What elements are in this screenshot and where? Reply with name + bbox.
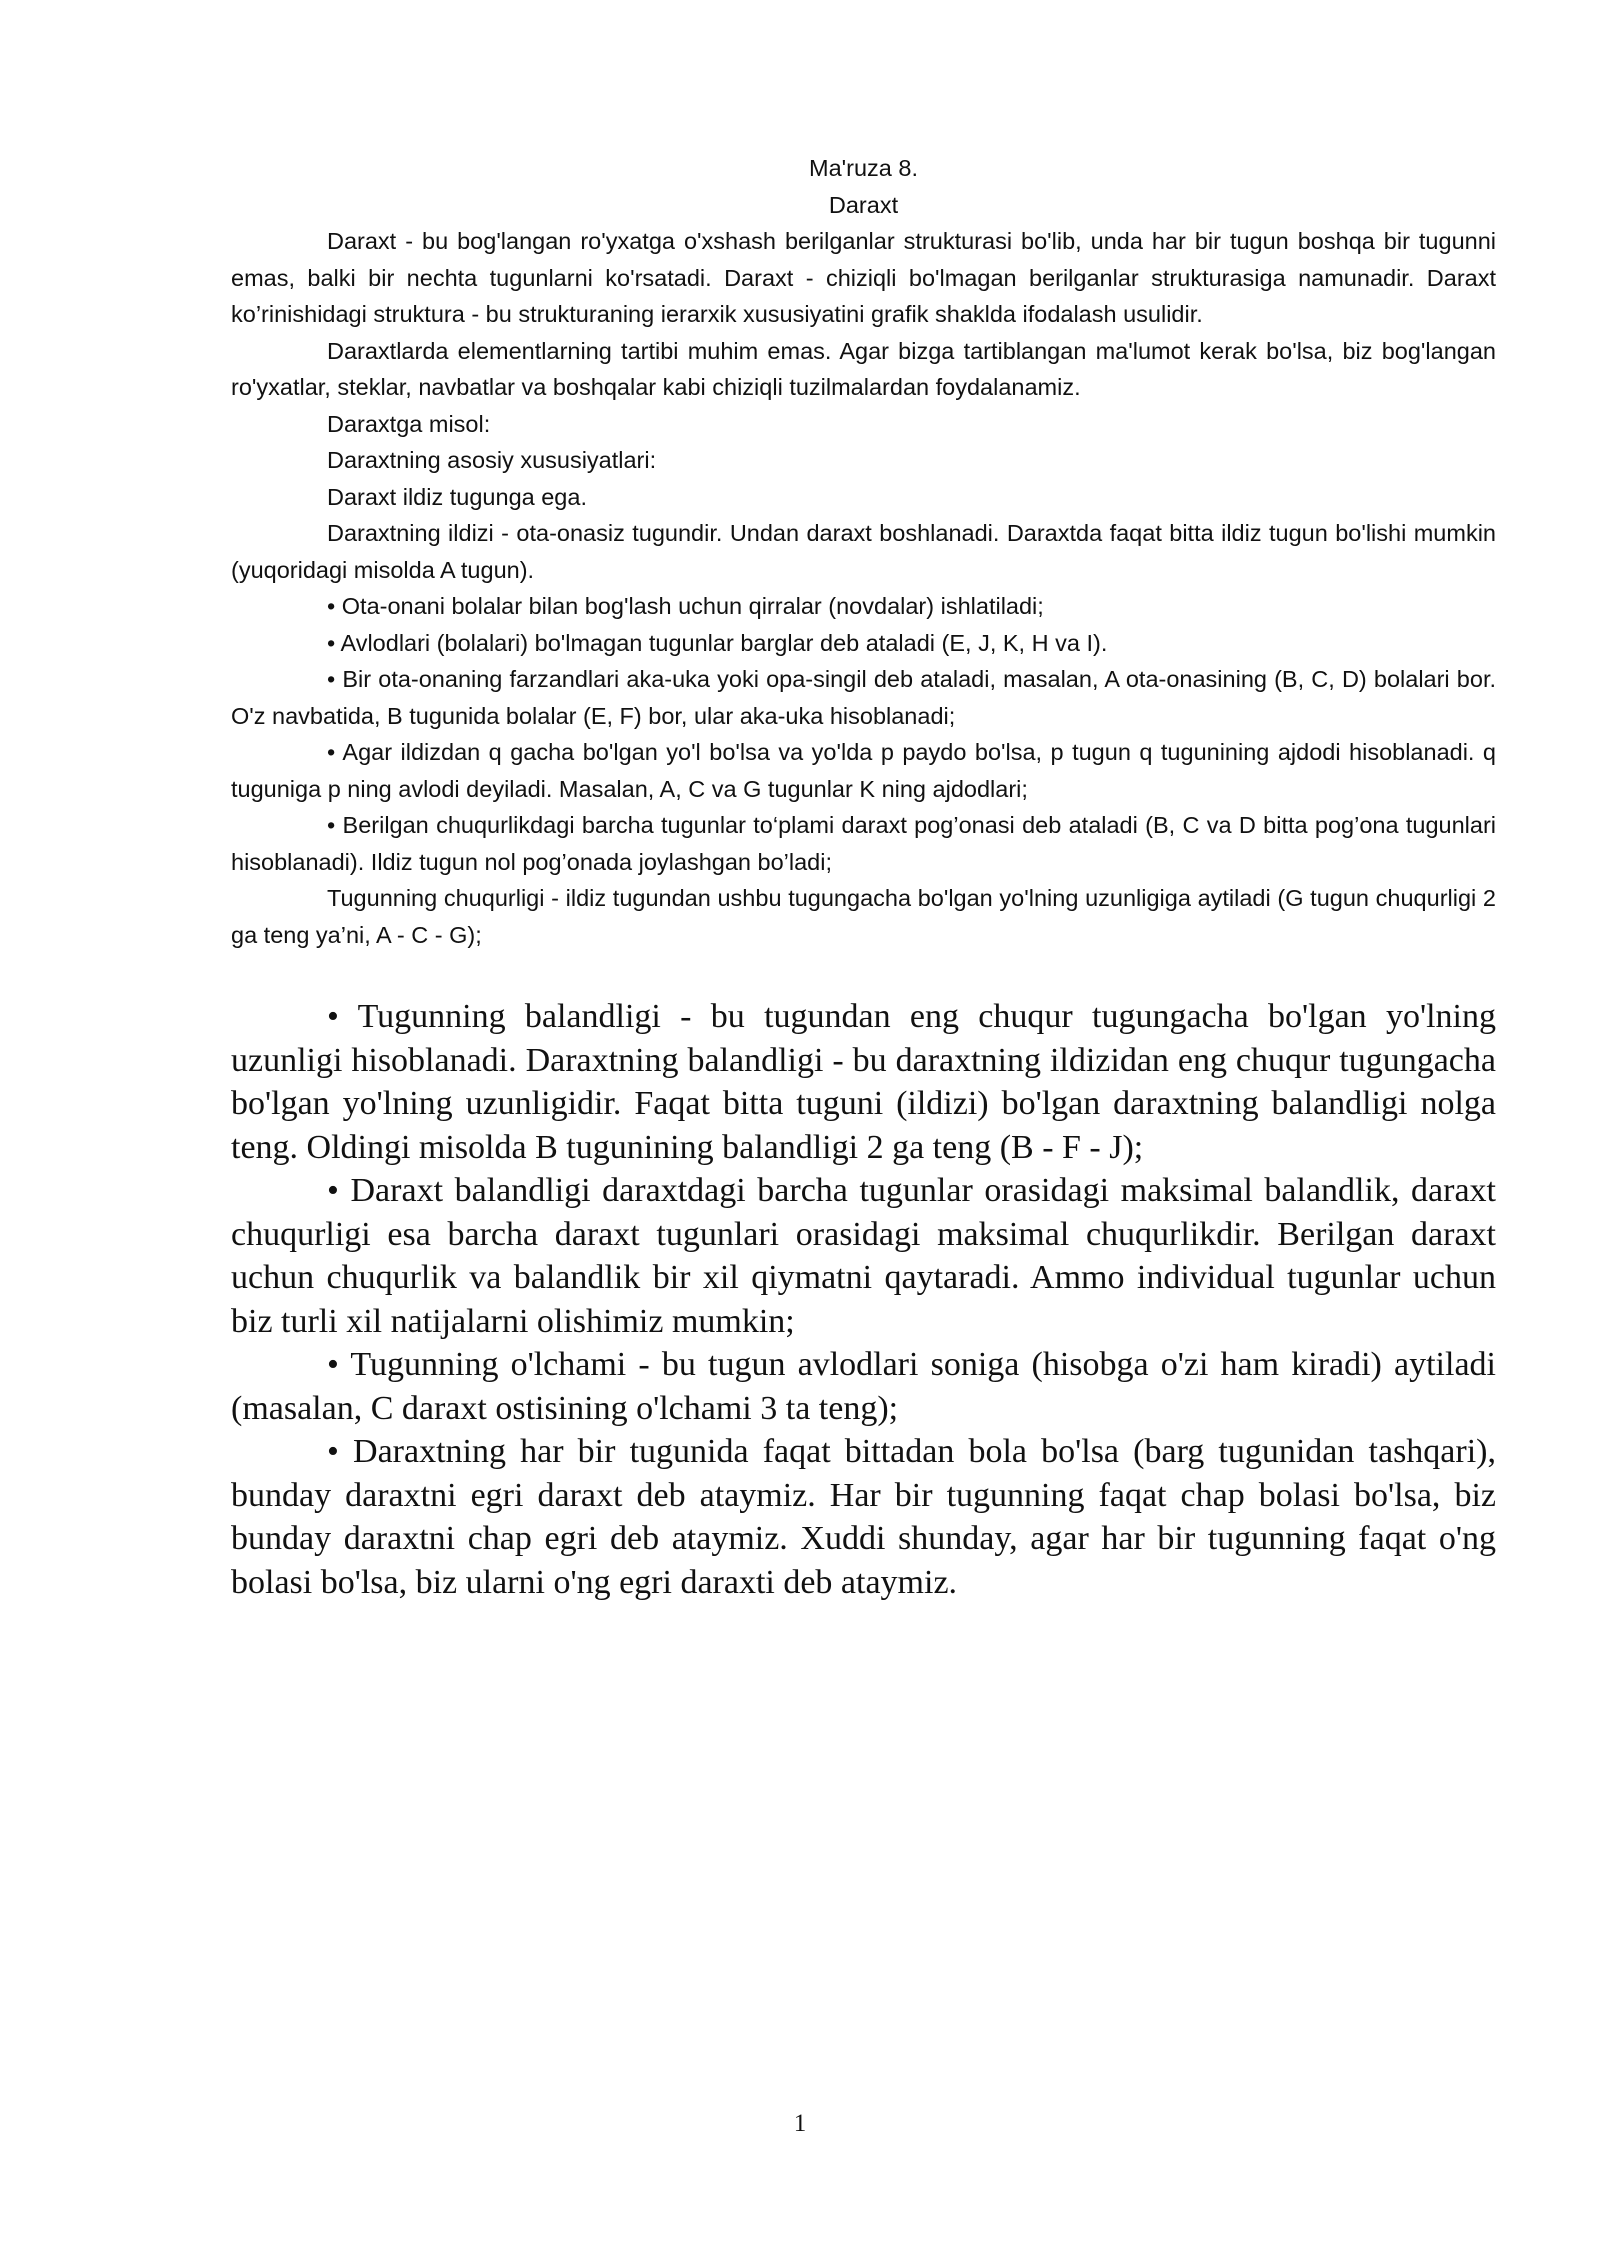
- paragraph-definition: Daraxt - bu bog'langan ro'yxatga o'xshash berilganlar strukturasi bo'lib, unda har bir tugun boshqa bir tugunni emas, balki bir nechta tugunlarni ko'rsatadi. Daraxt - chiziqli bo'lmagan berilganlar strukturasiga namunadir. Daraxt ko’rinishidagi struktura - bu strukturaning ierarxik xususiyatini grafik shaklda ifodalash usulidir.: [231, 228, 1496, 327]
- lecture-number: Ma'ruza 8.: [809, 155, 918, 181]
- page-content: [231, 150, 1496, 1604]
- page-title: Daraxt: [828, 191, 899, 218]
- paragraph-example: Daraxtga misol:: [327, 410, 491, 437]
- bullet-node-size: • Tugunning o'lchami - bu tugun avlodlari soniga (hisobga o'zi ham kiradi) aytiladi (masalan, C daraxt ostisining o'lchami 3 ta teng);: [231, 1346, 1496, 1427]
- paragraph-root-definition: Daraxtning ildizi - ota-onasiz tugundir. Undan daraxt boshlanadi. Daraxtda faqat bitta ildiz tugun bo'lishi mumkin (yuqoridagi misolda A tugun).: [231, 520, 1496, 583]
- page-number: 1: [793, 2110, 807, 2137]
- bullet-skew-tree: • Daraxtning har bir tugunida faqat bittadan bola bo'lsa (barg tugunidan tashqari), bunday daraxtni egri daraxt deb ataymiz. Har bir tugunning faqat chap bolasi bo'lsa, biz bunday daraxtni chap egri deb ataymiz. Xuddi shunday, agar har bir tugunning faqat o'ng bolasi bo'lsa, biz ularni o'ng egri daraxti deb ataymiz.: [231, 1433, 1496, 1601]
- paragraph-order: Daraxtlarda elementlarning tartibi muhim emas. Agar bizga tartiblangan ma'lumot kerak bo'lsa, biz bog'langan ro'yxatlar, steklar, navbatlar va boshqalar kabi chiziqli tuzilmalardan foydalanamiz.: [231, 337, 1496, 400]
- section-spacer: [231, 953, 1496, 995]
- bullet-ancestors: • Agar ildizdan q gacha bo'lgan yo'l bo'lsa va yo'lda p paydo bo'lsa, p tugun q tugunining ajdodi hisoblanadi. q tuguniga p ning avlodi deyiladi. Masalan, A, C va G tugunlar K ning ajdodlari;: [231, 739, 1496, 802]
- bullet-leaves: • Avlodlari (bolalari) bo'lmagan tugunlar barglar deb ataladi (E, J, K, H va I).: [327, 629, 1108, 656]
- paragraph-properties-heading: Daraxtning asosiy xususiyatlari:: [327, 447, 657, 473]
- bullet-siblings: • Bir ota-onaning farzandlari aka-uka yoki opa-singil deb ataladi, masalan, A ota-onasining (B, C, D) bolalari bor. O'z navbatida, B tugunida bolalar (E, F) bor, ular aka-uka hisoblanadi;: [231, 666, 1496, 729]
- bullet-tree-height: • Daraxt balandligi daraxtdagi barcha tugunlar orasidagi maksimal balandlik, daraxt chuqurligi esa barcha daraxt tugunlari orasidagi maksimal chuqurlikdir. Berilgan daraxt uchun chuqurlik va balandlik bir xil qiymatni qaytaradi. Ammo individual tugunlar uchun biz turli xil natijalarni olishimiz mumkin;: [231, 1172, 1496, 1340]
- paragraph-node-depth: Tugunning chuqurligi - ildiz tugundan ushbu tugungacha bo'lgan yo'lning uzunligiga aytiladi (G tugun chuqurligi 2 ga teng ya’ni, A - C - G);: [231, 885, 1496, 948]
- bullet-node-height: • Tugunning balandligi - bu tugundan eng chuqur tugungacha bo'lgan yo'lning uzunligi hisoblanadi. Daraxtning balandligi - bu daraxtning ildizidan eng chuqur tugungacha bo'lgan yo'lning uzunligidir. Faqat bitta tuguni (ildizi) bo'lgan daraxtning balandligi nolga teng. Oldingi misolda B tugunining balandligi 2 ga teng (B - F - J);: [231, 998, 1496, 1166]
- bullet-edges: • Ota-onani bolalar bilan bog'lash uchun qirralar (novdalar) ishlatiladi;: [327, 593, 1044, 619]
- paragraph-root-node: Daraxt ildiz tugunga ega.: [327, 483, 587, 510]
- bullet-levels: • Berilgan chuqurlikdagi barcha tugunlar to‘plami daraxt pog’onasi deb ataladi (B, C va D bitta pog’ona tugunlari hisoblanadi). Ildiz tugun nol pog’onada joylashgan bo’ladi;: [231, 812, 1496, 875]
